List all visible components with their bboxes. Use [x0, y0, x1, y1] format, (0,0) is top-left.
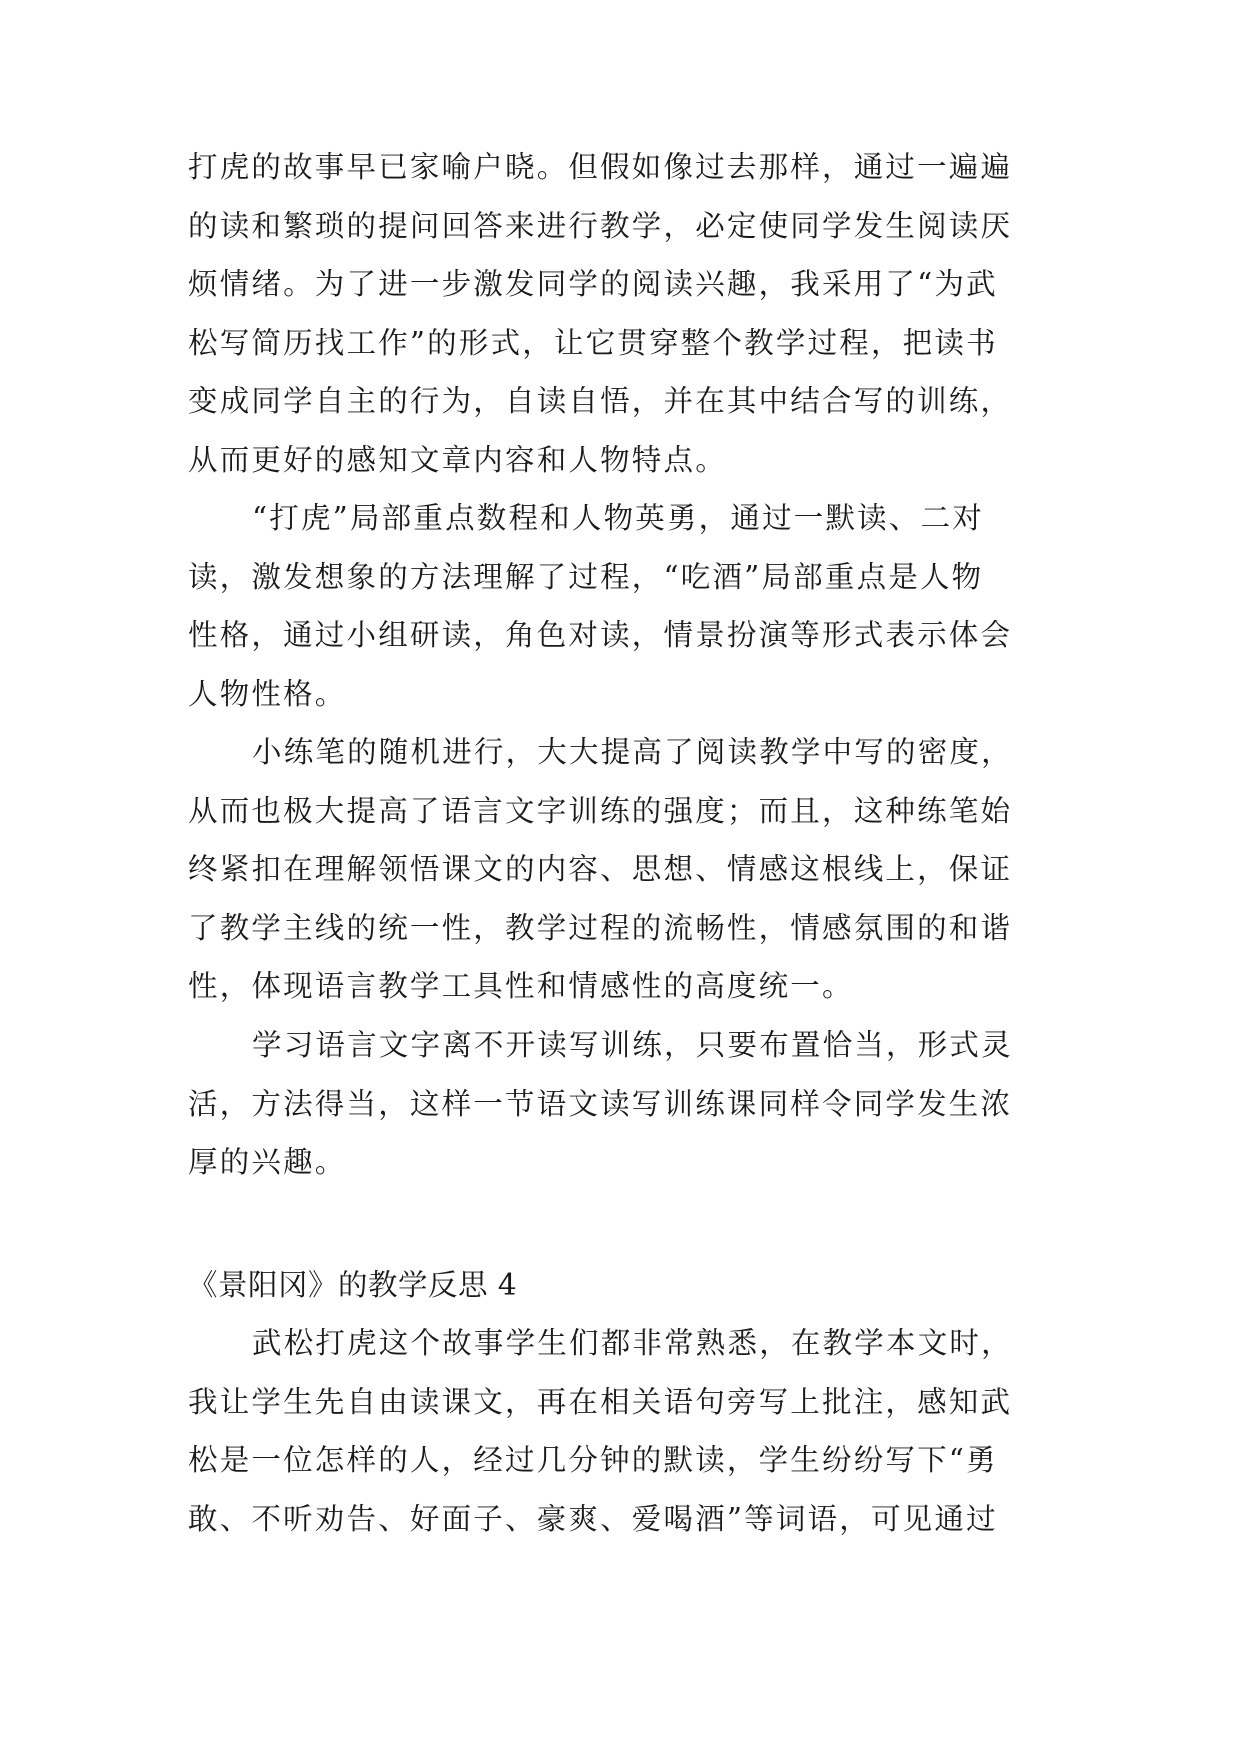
text-line: 松是一位怎样的人，经过几分钟的默读，学生纷纷写下“勇: [188, 1443, 998, 1477]
text-line: 性格，通过小组研读，角色对读，情景扮演等形式表示体会: [188, 618, 1013, 652]
paragraph: [188, 723, 1063, 1016]
text-line: 性，体现语言教学工具性和情感性的高度统一。: [188, 969, 854, 1003]
text-line: 松写简历找工作”的形式，让它贯穿整个教学过程，把读书: [188, 325, 998, 360]
text-line: 敢、不听劝告、好面子、豪爽、爱喝酒”等词语，可见通过: [188, 1501, 998, 1536]
text-line: 变成同学自主的行为，自读自悟，并在其中结合写的训练，: [188, 384, 1013, 418]
text-line: 小练笔的随机进行，大大提高了阅读教学中写的密度，: [252, 735, 1013, 769]
section-heading: [188, 1256, 1063, 1315]
paragraph: [188, 1314, 1063, 1548]
text-line: 我让学生先自由读课文，再在相关语句旁写上批注，感知武: [188, 1384, 1013, 1419]
text-line: 从而更好的感知文章内容和人物特点。: [188, 442, 727, 477]
text-line: 的读和繁琐的提问回答来进行教学，必定使同学发生阅读厌: [188, 208, 1013, 243]
paragraph: [188, 138, 1063, 489]
text-line: 活，方法得当，这样一节语文读写训练课同样令同学发生浓: [188, 1086, 1013, 1121]
text-line: 人物性格。: [188, 676, 347, 711]
paragraph: [188, 489, 1063, 723]
text-line: 烦情绪。为了进一步激发同学的阅读兴趣，我采用了“为武: [188, 267, 998, 301]
text-line: 学习语言文字离不开读写训练，只要布置恰当，形式灵: [252, 1028, 1013, 1062]
paragraph: [188, 1016, 1063, 1192]
text-line: 了教学主线的统一性，教学过程的流畅性，情感氛围的和谐: [188, 910, 1013, 945]
text-line: “打虎”局部重点数程和人物英勇，通过一默读、二对: [252, 501, 984, 535]
text-line: 从而也极大提高了语言文字训练的强度；而且，这种练笔始: [188, 793, 1013, 828]
section-title: 《景阳冈》的教学反思 4: [188, 1268, 518, 1302]
text-line: 读，激发想象的方法理解了过程，“吃酒”局部重点是人物: [188, 559, 984, 594]
text-line: 武松打虎这个故事学生们都非常熟悉，在教学本文时，: [252, 1326, 1013, 1360]
text-line: 厚的兴趣。: [188, 1145, 347, 1179]
text-line: 终紧扣在理解领悟课文的内容、思想、情感这根线上，保证: [188, 852, 1013, 886]
text-line: 打虎的故事早已家喻户晓。但假如像过去那样，通过一遍遍: [188, 150, 1013, 184]
